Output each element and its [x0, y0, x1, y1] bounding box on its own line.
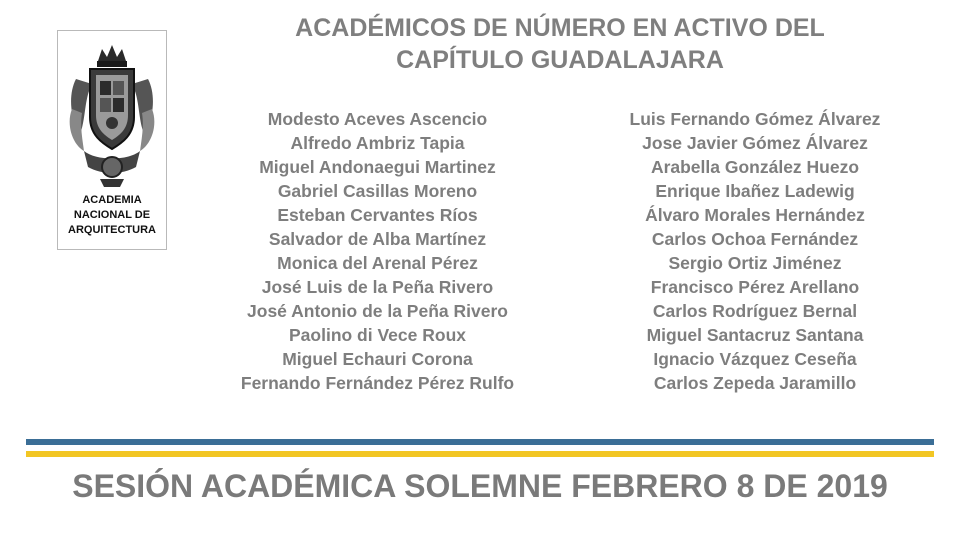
- member-name: Ignacio Vázquez Ceseña: [653, 349, 857, 369]
- member-name: Miguel Santacruz Santana: [646, 325, 864, 345]
- member-name: José Luis de la Peña Rivero: [261, 277, 494, 297]
- page-title-line-2: CAPÍTULO GUADALAJARA: [396, 46, 724, 74]
- page-title: [230, 12, 890, 76]
- member-name: Gabriel Casillas Moreno: [277, 181, 478, 201]
- member-name: Miguel Echauri Corona: [282, 349, 473, 369]
- member-name: Miguel Andonaegui Martinez: [259, 157, 496, 177]
- academy-logo: [57, 30, 167, 250]
- member-name: Álvaro Morales Hernández: [645, 205, 865, 225]
- member-name: Jose Javier Gómez Álvarez: [642, 133, 868, 153]
- divider-stripe-blue: [26, 439, 934, 445]
- member-name: Sergio Ortiz Jiménez: [668, 253, 842, 273]
- member-name: Carlos Ochoa Fernández: [651, 229, 859, 249]
- member-name: Monica del Arenal Pérez: [277, 253, 478, 273]
- session-footer: SESIÓN ACADÉMICA SOLEMNE FEBRERO 8 DE 2019: [72, 468, 888, 504]
- divider-stripe-yellow: [26, 451, 934, 457]
- member-name: Francisco Pérez Arellano: [650, 277, 860, 297]
- academy-logo-text: [58, 193, 166, 238]
- member-name: José Antonio de la Peña Rivero: [247, 301, 508, 321]
- member-name: Esteban Cervantes Ríos: [277, 205, 478, 225]
- members-list-left: [215, 107, 540, 395]
- members-list-right: [595, 107, 915, 395]
- logo-text-line: NACIONAL DE: [73, 209, 151, 221]
- logo-text-line: ACADEMIA: [82, 194, 142, 206]
- logo-text-line: ARQUITECTURA: [68, 224, 156, 236]
- member-name: Modesto Aceves Ascencio: [267, 109, 488, 129]
- member-name: Fernando Fernández Pérez Rulfo: [240, 373, 515, 393]
- member-name: Carlos Rodríguez Bernal: [652, 301, 858, 321]
- member-name: Arabella González Huezo: [650, 157, 860, 177]
- member-name: Alfredo Ambriz Tapia: [290, 133, 465, 153]
- member-name: Luis Fernando Gómez Álvarez: [629, 109, 881, 129]
- member-name: Salvador de Alba Martínez: [268, 229, 487, 249]
- page-title-line-1: ACADÉMICOS DE NÚMERO EN ACTIVO DEL: [295, 14, 825, 42]
- member-name: Paolino di Vece Roux: [289, 325, 466, 345]
- member-name: Enrique Ibañez Ladewig: [655, 181, 855, 201]
- member-name: Carlos Zepeda Jaramillo: [653, 373, 857, 393]
- coat-of-arms-crest-icon: [66, 39, 158, 189]
